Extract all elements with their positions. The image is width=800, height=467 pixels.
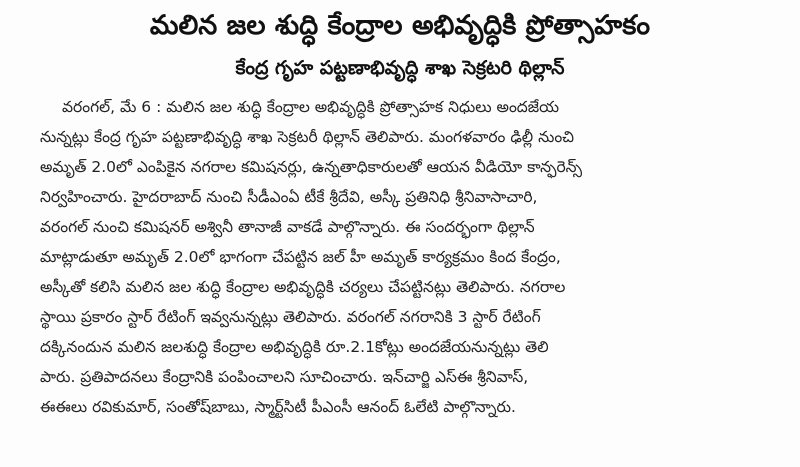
article-headline: మలిన జల శుద్ధి కేంద్రాల అభివృద్ధికి ప్రోత్సాహకం [149, 10, 651, 41]
article-body [40, 92, 788, 422]
body-line: ఈఈలు రవికుమార్, సంతోష్‌బాబు, స్మార్ట్‌సిటీ పీఎంసీ ఆనంద్ ఓలేటి పాల్గొన్నారు. [40, 398, 516, 416]
body-line: నిర్వహించారు. హైదరాబాద్ నుంచి సీడీఎంఏ టీకే శ్రీదేవి, అస్కీ ప్రతినిధి శ్రీనివాసాచారి, [40, 188, 538, 206]
body-line: వరంగల్ నుంచి కమిషనర్ అశ్వినీ తానాజీ వాకడే పాల్గొన్నారు. ఈ సందర్భంగా థిల్లాన్ [40, 218, 535, 236]
article-subheadline: కేంద్ర గృహ పట్టణాభివృద్ధి శాఖ సెక్రటరి థిల్లాన్ [235, 57, 565, 79]
body-line: మాట్లాడుతూ అమృత్ 2.0లో భాగంగా చేపట్టిన జల్ హీ అమృత్ కార్యక్రమం కింద కేంద్రం, [40, 248, 561, 266]
body-line: నున్నట్లు కేంద్ర గృహ పట్టణాభివృద్ధి శాఖ సెక్రటరీ థిల్లాన్ తెలిపారు. మంగళవారం ఢిల్లీ నుంచి [40, 128, 575, 146]
body-line: దక్కినందున మలిన జలశుద్ధి కేంద్రాల అభివృద్ధికి రూ.2.1కోట్లు అందజేయనున్నట్లు తెలి [40, 338, 549, 356]
body-line: అస్కీతో కలిసి మలిన జల శుద్ధి కేంద్రాల అభివృద్ధికి చర్యలు చేపట్టినట్లు తెలిపారు. నగరాల [40, 278, 566, 296]
body-line: పారు. ప్రతిపాదనలు కేంద్రానికి పంపించాలని సూచించారు. ఇన్‌చార్జి ఎస్ఈ శ్రీనివాస్, [40, 368, 529, 386]
body-line: అమృత్ 2.0లో ఎంపికైన నగరాల కమిషనర్లు, ఉన్నతాధికారులతో ఆయన వీడియో కాన్ఫరెన్స్ [40, 158, 583, 176]
body-line: వరంగల్, మే 6 : మలిన జల శుద్ధి కేంద్రాల అభివృద్ధికి ప్రోత్సాహక నిధులు అందజేయ [62, 98, 560, 116]
body-line: స్థాయి ప్రకారం స్టార్ రేటింగ్ ఇవ్వనున్నట్లు తెలిపారు. వరంగల్ నగరానికి 3 స్టార్ రేటింగ్ [40, 308, 541, 326]
